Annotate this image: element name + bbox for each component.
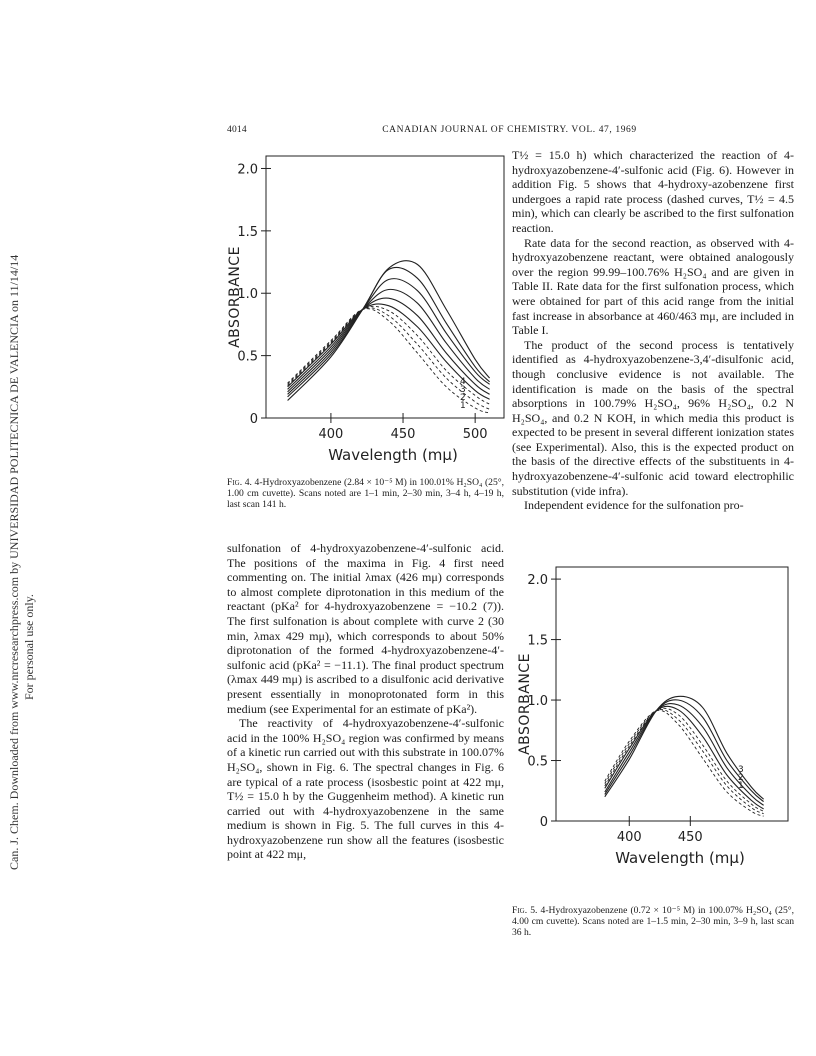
paragraph: T½ = 15.0 h) which characterized the reaction of 4-hydroxyazobenzene-4′-sulfonic acid (Fig. 6). However in addition Fig. 5 shows that 4-hydroxy-azobenzene first undergoes a rapid rate process (dashed curves, T½ = 4.5 min), which can clearly be ascribed to the first sulfonation reaction.	[512, 148, 794, 235]
x-tick-label: 400	[318, 427, 344, 442]
running-head	[227, 125, 792, 139]
x-axis-label: Wavelength (mμ)	[615, 849, 745, 867]
left-column-text	[227, 541, 504, 862]
figure-5-caption	[512, 905, 794, 938]
watermark-line-1: Can. J. Chem. Downloaded from www.nrcresearchpress.com by UNIVERSIDAD POLITECNICA DE VALENCIA on 11/14/14	[7, 254, 21, 870]
y-axis-label: ABSORBANCE	[517, 653, 533, 755]
curve-label: 3	[460, 385, 466, 395]
curve-label: 2	[738, 773, 744, 783]
paragraph: sulfonation of 4-hydroxyazobenzene-4′-sulfonic acid. The positions of the maxima in Fig. 4 first need commenting on. The initial λmax (426 mμ) corresponds to almost complete diprotonation in this medium of the reactant (pKa² for 4-hydroxyazobenzene = −10.2 (7)). The first sulfonation is about complete with curve 2 (30 min, λmax 429 mμ), which corresponds to about 50% diprotonation of the formed 4-hydroxyazobenzene-4′-sulfonic acid (pKa² = −11.1). The final product spectrum (λmax 449 mμ) is ascribed to a disulfonic acid derivative present essentially in monoprotonated form in this medium (see Experimental for an estimate of pKa²).	[227, 541, 504, 716]
y-axis-label: ABSORBANCE	[227, 246, 243, 348]
y-tick-label: 1.5	[237, 224, 258, 240]
figure-5-svg	[512, 553, 794, 900]
y-tick-label: 0.5	[527, 754, 548, 770]
y-tick-label: 0	[249, 412, 258, 427]
paragraph: The reactivity of 4-hydroxyazobenzene-4′-sulfonic acid in the 100% H₂SO₄ region was confirmed by means of a kinetic run carried out with this substrate in 100.07% H₂SO₄, shown in Fig. 6. The spectral changes in Fig. 6 are typical of a rate process (isosbestic point at 422 mμ, T½ = 15.0 h by the Guggenheim method). A kinetic run carried out with 4-hydroxyazobenzene in the same medium is shown in Fig. 5. The full curves in this 4-hydroxyazobenzene run show all the features (isosbestic point at 422 mμ,	[227, 716, 504, 862]
x-tick-label: 450	[390, 427, 416, 442]
figure-5-chart	[512, 553, 794, 900]
watermark-line-2: For personal use only.	[22, 594, 36, 700]
figure-5-label: Fig. 5.	[512, 905, 538, 916]
figure-4-chart	[222, 148, 508, 473]
x-tick-label: 450	[677, 830, 703, 845]
plot-frame	[556, 567, 788, 821]
x-tick-label: 500	[462, 427, 488, 442]
x-axis-label: Wavelength (mμ)	[328, 446, 458, 464]
page-number: 4014	[227, 125, 247, 135]
figure-4-caption-text: 4-Hydroxyazobenzene (2.84 × 10⁻⁵ M) in 100.01% H₂SO₄ (25°, 1.00 cm cuvette). Scans noted are 1–1 min, 2–30 min, 3–4 h, 4–19 h, last scan 141 h.	[227, 477, 505, 510]
figure-4-label: Fig. 4.	[227, 477, 252, 488]
download-watermark	[4, 180, 44, 880]
curve-label: 1	[460, 401, 466, 411]
curve-label: 4	[460, 377, 466, 387]
paragraph: The product of the second process is tentatively identified as 4-hydroxyazobenzene-3,4′-disulfonic acid, though conclusive evidence is not available. The identification is made on the basis of the spectral absorptions in 100.79% H₂SO₄, 96% H₂SO₄, 0.2 N H₂SO₄, and 0.2 N KOH, in which media this product is expected to be present in several different ionization states (see Experimental). Also, this is the expected product on the basis of the directive effects of the substituents in 4-hydroxyazobenzene-4′-sulfonic acid toward electrophilic substitution (vide infra).	[512, 337, 794, 498]
y-tick-label: 2.0	[237, 162, 258, 178]
figure-5-caption-text: 4-Hydroxyazobenzene (0.72 × 10⁻⁵ M) in 100.07% H₂SO₄ (25°, 4.00 cm cuvette). Scans noted are 1–1.5 min, 2–30 min, 3–9 h, last scan 36 h.	[512, 905, 795, 938]
curve-label: 2	[460, 393, 466, 403]
y-tick-label: 1.0	[237, 287, 258, 303]
y-tick-label: 1.0	[527, 694, 548, 710]
y-tick-label: 2.0	[527, 573, 548, 589]
curve-label: 1	[738, 781, 744, 791]
journal-title: CANADIAN JOURNAL OF CHEMISTRY. VOL. 47, 1969	[382, 125, 637, 135]
figure-4-caption	[227, 477, 504, 510]
series-line	[605, 710, 764, 814]
y-tick-label: 0	[539, 815, 548, 830]
right-column-text	[512, 148, 794, 513]
curve-label: 3	[738, 765, 744, 775]
paragraph: Rate data for the second reaction, as observed with 4-hydroxyazobenzene reactant, were obtained analogously over the region 99.99–100.76% H₂SO₄ and are given in Table II. Rate data for the first sulfonation process, which were obtained for part of this acid range from the initial fast increase in absorbance at 460/463 mμ, are included in Table I.	[512, 235, 794, 338]
y-tick-label: 1.5	[527, 633, 548, 649]
y-tick-label: 0.5	[237, 349, 258, 365]
x-tick-label: 400	[616, 830, 642, 845]
figure-4-svg	[222, 148, 508, 473]
paragraph: Independent evidence for the sulfonation pro-	[524, 498, 744, 513]
